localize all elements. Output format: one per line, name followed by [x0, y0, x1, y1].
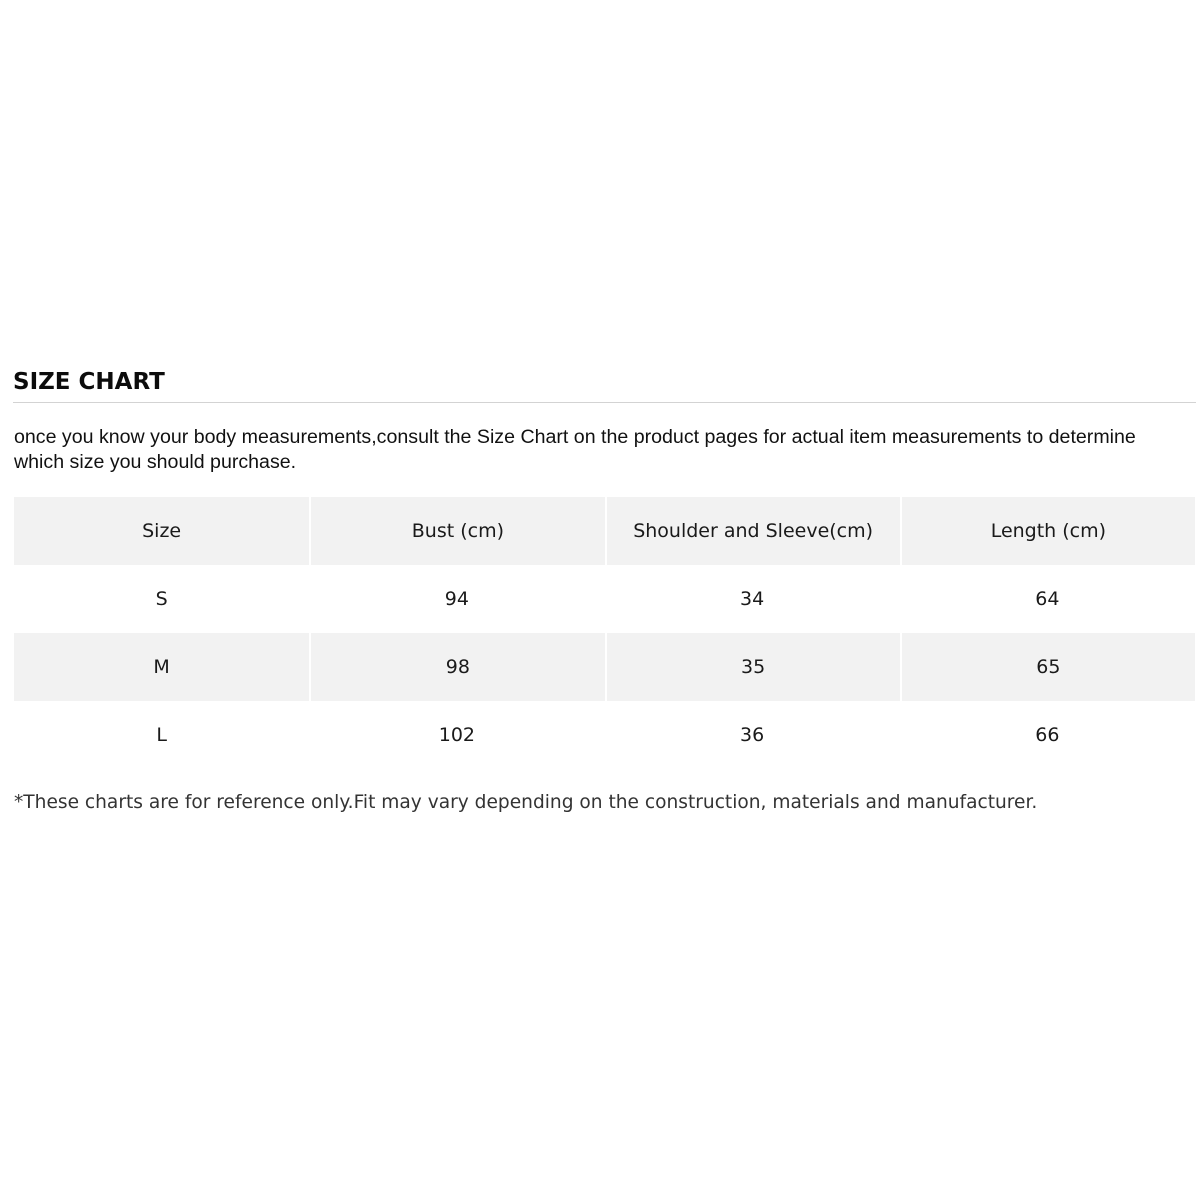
- table-header-row: [14, 497, 1195, 565]
- intro-text: once you know your body measurements,consult the Size Chart on the product pages for actual item measurements to determine which size you should purchase.: [14, 426, 1136, 473]
- cell-length: 64: [1035, 588, 1060, 610]
- cell-shoulder-sleeve: 34: [740, 588, 765, 610]
- cell-length: 66: [1035, 724, 1060, 746]
- table-row: [14, 701, 1195, 769]
- cell-bust: 94: [444, 588, 469, 610]
- table-row: [14, 565, 1195, 633]
- header-size: Size: [14, 497, 309, 565]
- footnote: *These charts are for reference only.Fit may vary depending on the construction, materials and manufacturer.: [14, 792, 1038, 813]
- cell-size: S: [155, 588, 168, 610]
- cell-size: L: [156, 724, 167, 746]
- title-divider: [13, 402, 1196, 403]
- header-bust: Bust (cm): [309, 497, 604, 565]
- cell-length: 65: [900, 633, 1195, 701]
- header-length: Length (cm): [900, 497, 1195, 565]
- cell-size: M: [14, 633, 309, 701]
- size-table: [14, 497, 1195, 769]
- page-title: SIZE CHART: [13, 369, 165, 395]
- table-row: [14, 633, 1195, 701]
- cell-bust: 98: [309, 633, 604, 701]
- header-shoulder-sleeve: Shoulder and Sleeve(cm): [605, 497, 900, 565]
- cell-shoulder-sleeve: 36: [740, 724, 765, 746]
- cell-shoulder-sleeve: 35: [605, 633, 900, 701]
- cell-bust: 102: [438, 724, 475, 746]
